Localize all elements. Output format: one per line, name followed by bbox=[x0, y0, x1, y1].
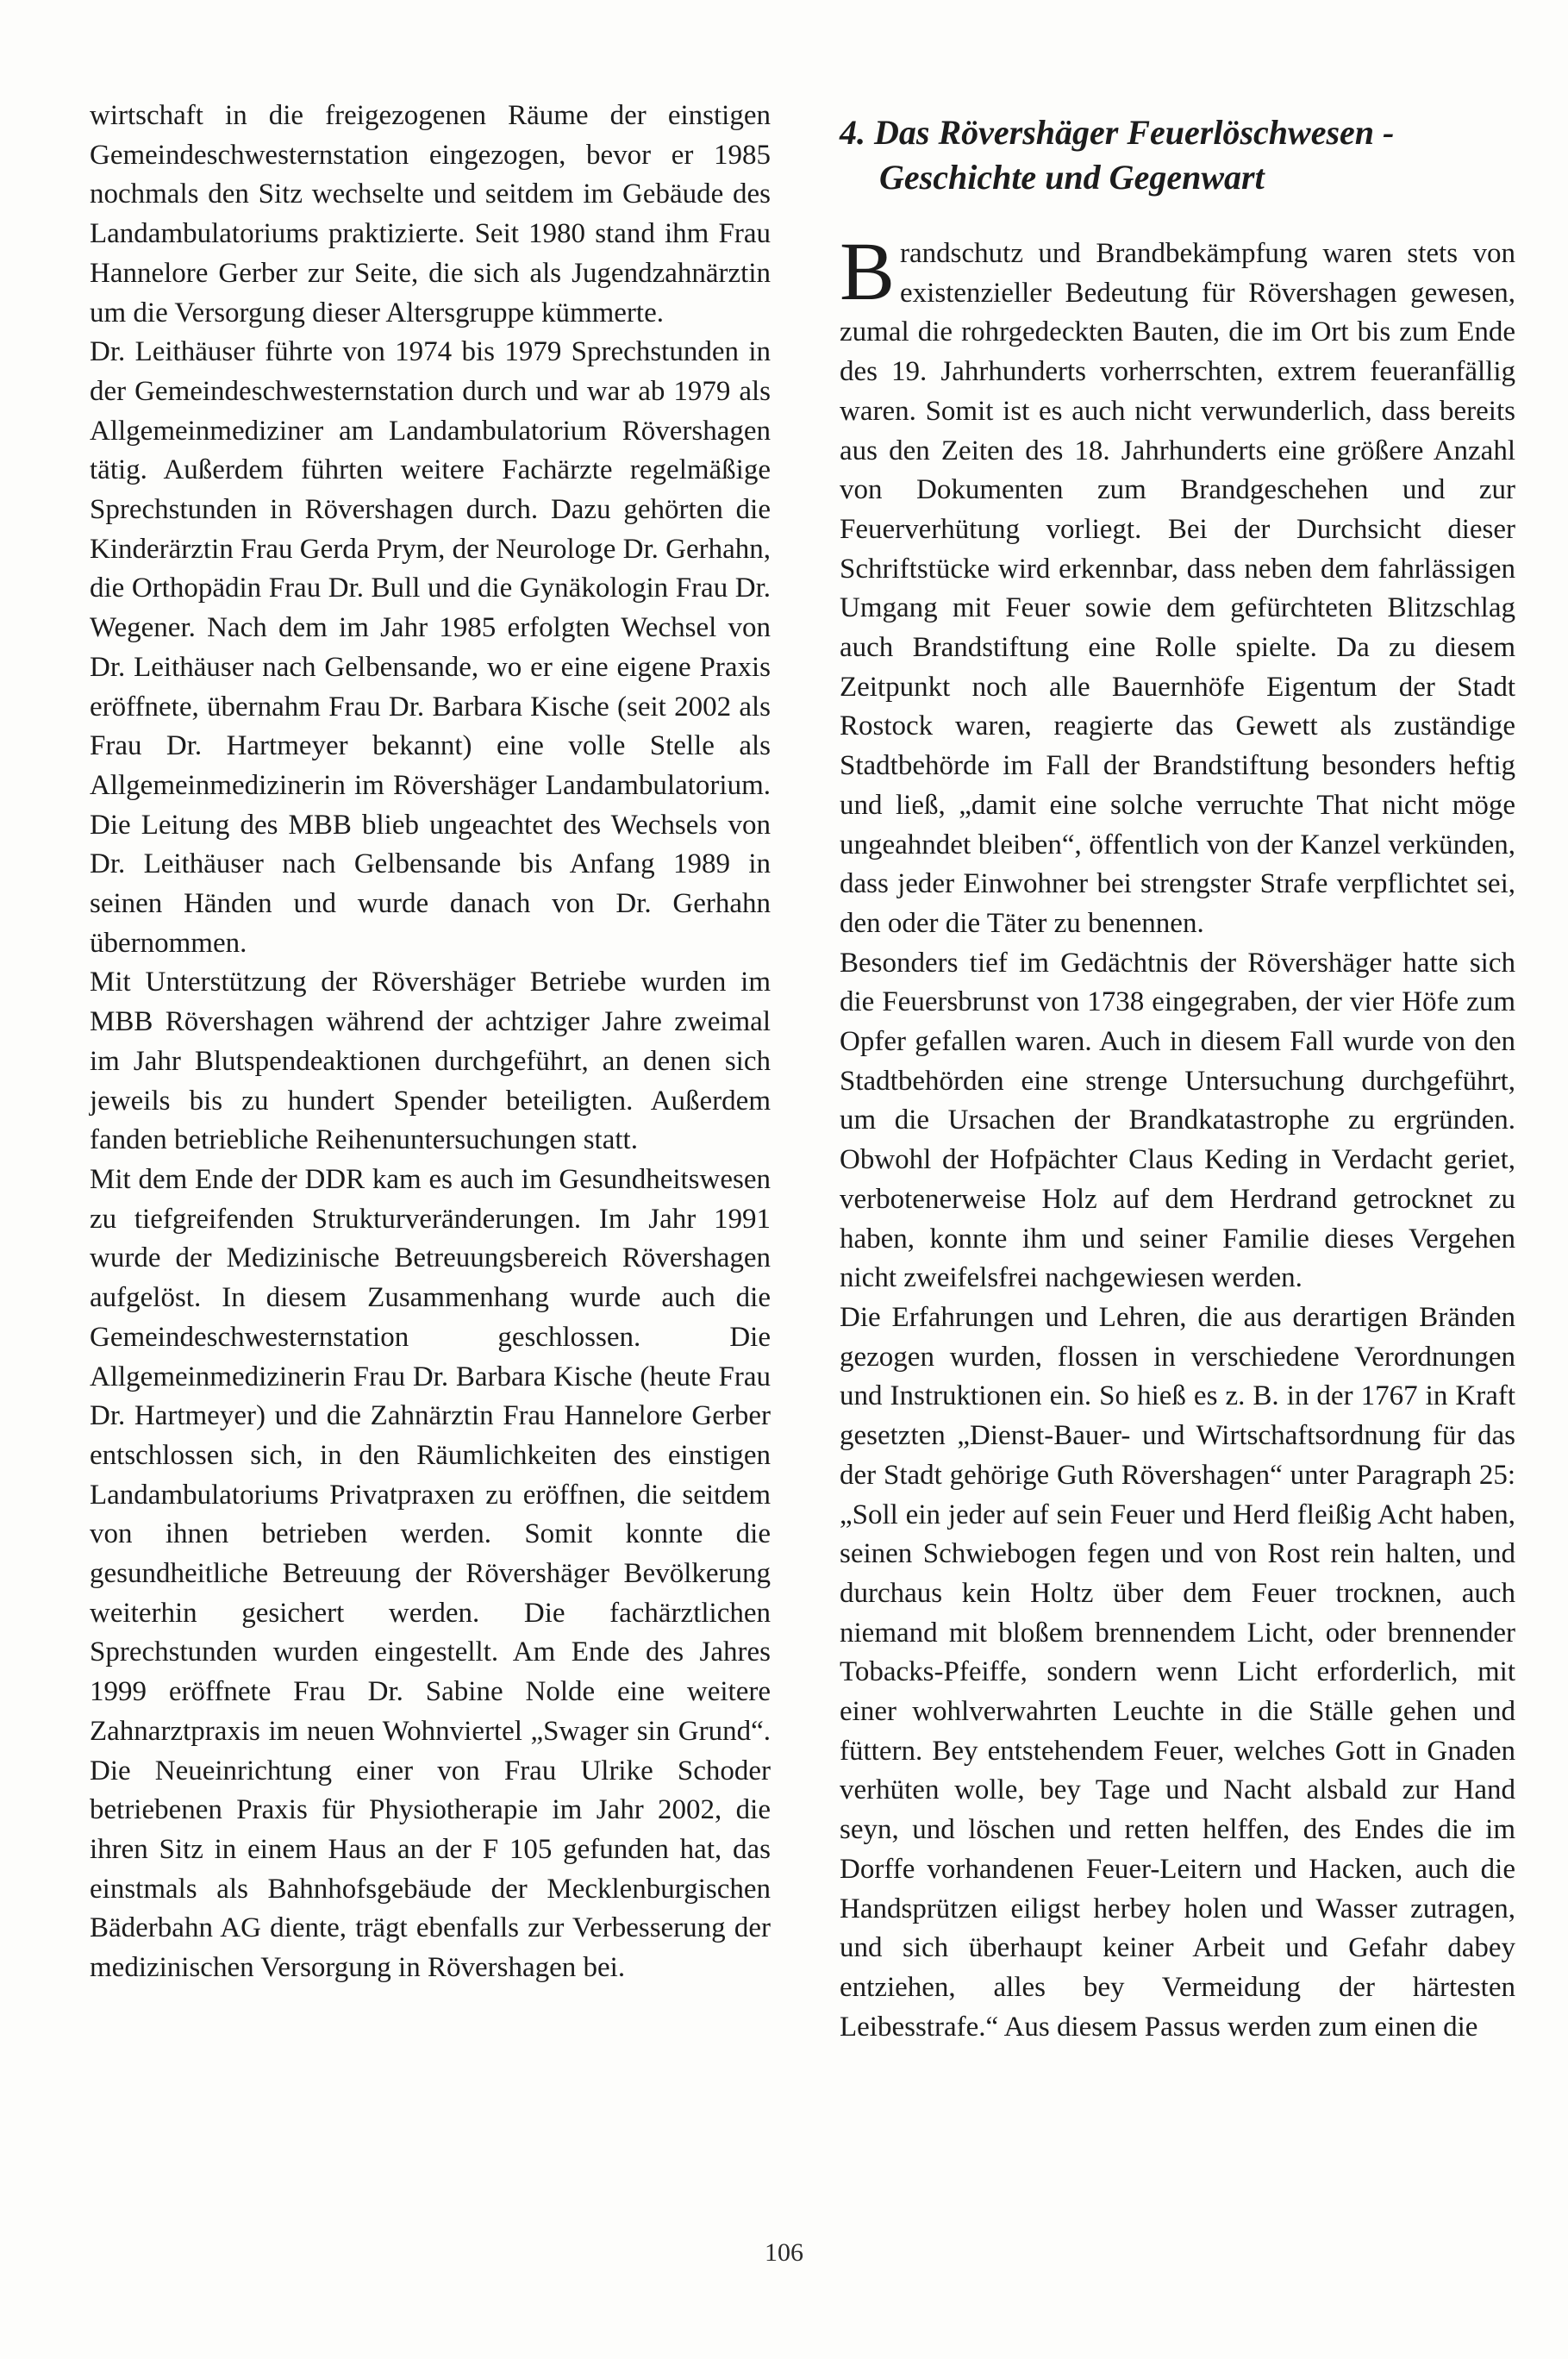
right-paragraph-2: Besonders tief im Gedächtnis der Rövershäger hatte sich die Feuersbrunst von 1738 eingegraben, der vier Höfe zum Opfer gefallen waren. Auch in diesem Fall wurde von den Stadtbehörden eine strenge Untersuchung durchgeführt, um die Ursachen der Brandkatastrophe zu ergründen. Obwohl der Hofpächter Claus Keding in Verdacht geriet, verbotenerweise Holz auf dem Herdrand getrocknet zu haben, konnte ihm und seiner Familie dieses Vergehen nicht zweifelsfrei nachgewiesen werden. bbox=[840, 947, 1515, 1294]
left-paragraph-4: Mit dem Ende der DDR kam es auch im Gesundheitswesen zu tiefgreifenden Strukturveränderungen. Im Jahr 1991 wurde der Medizinische Betreuungsbereich Rövershagen aufgelöst. In diesem Zusammenhang wurde auch die Gemeindeschwesternstation geschlossen. Die Allgemeinmedizinerin Frau Dr. Barbara Kische (heute Frau Dr. Hartmeyer) und die Zahnärztin Frau Hannelore Gerber entschlossen sich, in den Räumlichkeiten des einstigen Landambulatoriums Privatpraxen zu eröffnen, die seitdem von ihnen betrieben werden. Somit konnte die gesundheitliche Betreuung der Rövershäger Bevölkerung weiterhin gesichert werden. Die fachärztlichen Sprechstunden wurden eingestellt. Am Ende des Jahres 1999 eröffnete Frau Dr. Sabine Nolde eine weitere Zahnarztpraxis im neuen Wohnviertel „Swager sin Grund“. Die Neueinrichtung einer von Frau Ulrike Schoder betriebenen Praxis für Physiotherapie im Jahr 2002, die ihren Sitz in einem Haus an der F 105 gefunden hat, das einstmals als Bahnhofsgebäude der Mecklenburgischen Bäderbahn AG diente, trägt ebenfalls zur Verbesserung der medizinischen Versorgung in Rövershagen bei. bbox=[90, 1163, 771, 1984]
right-text-column bbox=[840, 110, 1515, 2047]
right-paragraph-1-text: randschutz und Brandbekämpfung waren stets von existenzieller Bedeutung für Rövershagen gewesen, zumal die rohrgedeckten Bauten, die im Ort bis zum Ende des 19. Jahrhunderts vorherrschten, extrem feueranfällig waren. Somit ist es auch nicht verwunderlich, dass bereits aus den Zeiten des 18. Jahrhunderts eine größere Anzahl von Dokumenten zum Brandgeschehen und zur Feuerverhütung vorliegt. Bei der Durchsicht dieser Schriftstücke wird erkennbar, dass neben dem fahrlässigen Umgang mit Feuer sowie dem gefürchteten Blitzschlag auch Brandstiftung eine Rolle spielte. Da zu diesem Zeitpunkt noch alle Bauernhöfe Eigentum der Stadt Rostock waren, reagierte das Gewett als zuständige Stadtbehörde im Fall der Brandstiftung besonders heftig und ließ, „damit eine solche verruchte That nicht möge ungeahndet bleiben“, öffentlich von der Kanzel verkünden, dass jeder Einwohner bei strengster Strafe verpflichtet sei, den oder die Täter zu benennen. bbox=[840, 238, 1515, 939]
right-paragraph-3: Die Erfahrungen und Lehren, die aus derartigen Bränden gezogen wurden, flossen in verschiedene Verordnungen und Instruktionen ein. So hieß es z. B. in der 1767 in Kraft gesetzten „Dienst-Bauer- und Wirtschaftsordnung für das der Stadt gehörige Guth Rövershagen“ unter Paragraph 25: „Soll ein jeder auf sein Feuer und Herd fleißig Acht haben, seinen Schwiebogen fegen und von Rost rein halten, und durchaus kein Holtz über dem Feuer trocknen, auch niemand mit bloßem brennendem Licht, oder brennender Tobacks-Pfeiffe, sondern wenn Licht erforderlich, mit einer wohlverwahrten Leuchte in die Ställe gehen und füttern. Bey entstehendem Feuer, welches Gott in Gnaden verhüten wolle, bey Tage und Nacht alsbald zur Hand seyn, und löschen und retten helffen, des Endes die im Dorffe vorhandenen Feuer-Leitern und Hacken, auch die Handsprützen eiligst herbey holen und Wasser zutragen, und sich überhaupt keiner Arbeit und Gefahr dabey entziehen, alles bey Vermeidung der härtesten Leibesstrafe.“ Aus diesem Passus werden zum einen die bbox=[840, 1301, 1515, 2043]
drop-cap: B bbox=[840, 225, 896, 317]
section-title-line-2: Geschichte und Gegenwart bbox=[879, 158, 1265, 197]
left-paragraph-1: wirtschaft in die freigezogenen Räume der einstigen Gemeindeschwesternstation eingezogen, bevor er 1985 nochmals den Sitz wechselte und seitdem im Gebäude des Landambulatoriums praktizierte. Seit 1980 stand ihm Frau Hannelore Gerber zur Seite, die sich als Jugendzahnärztin um die Versorgung dieser Altersgruppe kümmerte. bbox=[90, 100, 771, 329]
page-number: 106 bbox=[765, 2238, 803, 2267]
right-paragraph-1 bbox=[840, 225, 1515, 944]
section-heading bbox=[840, 110, 1515, 200]
left-paragraph-2: Dr. Leithäuser führte von 1974 bis 1979 Sprechstunden in der Gemeindeschwesternstation durch und war ab 1979 als Allgemeinmediziner am Landambulatorium Rövershagen tätig. Außerdem führten weitere Fachärzte regelmäßige Sprechstunden in Rövershagen durch. Dazu gehörten die Kinderärztin Frau Gerda Prym, der Neurologe Dr. Gerhahn, die Orthopädin Frau Dr. Bull und die Gynäkologin Frau Dr. Wegener. Nach dem im Jahr 1985 erfolgten Wechsel von Dr. Leithäuser nach Gelbensande, wo er eine eigene Praxis eröffnete, übernahm Frau Dr. Barbara Kische (seit 2002 als Frau Dr. Hartmeyer bekannt) eine volle Stelle als Allgemeinmedizinerin im Rövershäger Landambulatorium. Die Leitung des MBB blieb ungeachtet des Wechsels von Dr. Leithäuser nach Gelbensande bis Anfang 1989 in seinen Händen und wurde danach von Dr. Gerhahn übernommen. bbox=[90, 336, 771, 959]
left-text-column bbox=[90, 97, 771, 1988]
section-number: 4. bbox=[840, 113, 865, 152]
section-title-line-1: Das Rövershäger Feuerlöschwesen - bbox=[874, 113, 1395, 152]
left-paragraph-3: Mit Unterstützung der Rövershäger Betriebe wurden im MBB Rövershagen während der achtziger Jahre zweimal im Jahr Blutspendeaktionen durchgeführt, an denen sich jeweils bis zu hundert Spender beteiligten. Außerdem fanden betriebliche Reihenuntersuchungen statt. bbox=[90, 967, 771, 1156]
